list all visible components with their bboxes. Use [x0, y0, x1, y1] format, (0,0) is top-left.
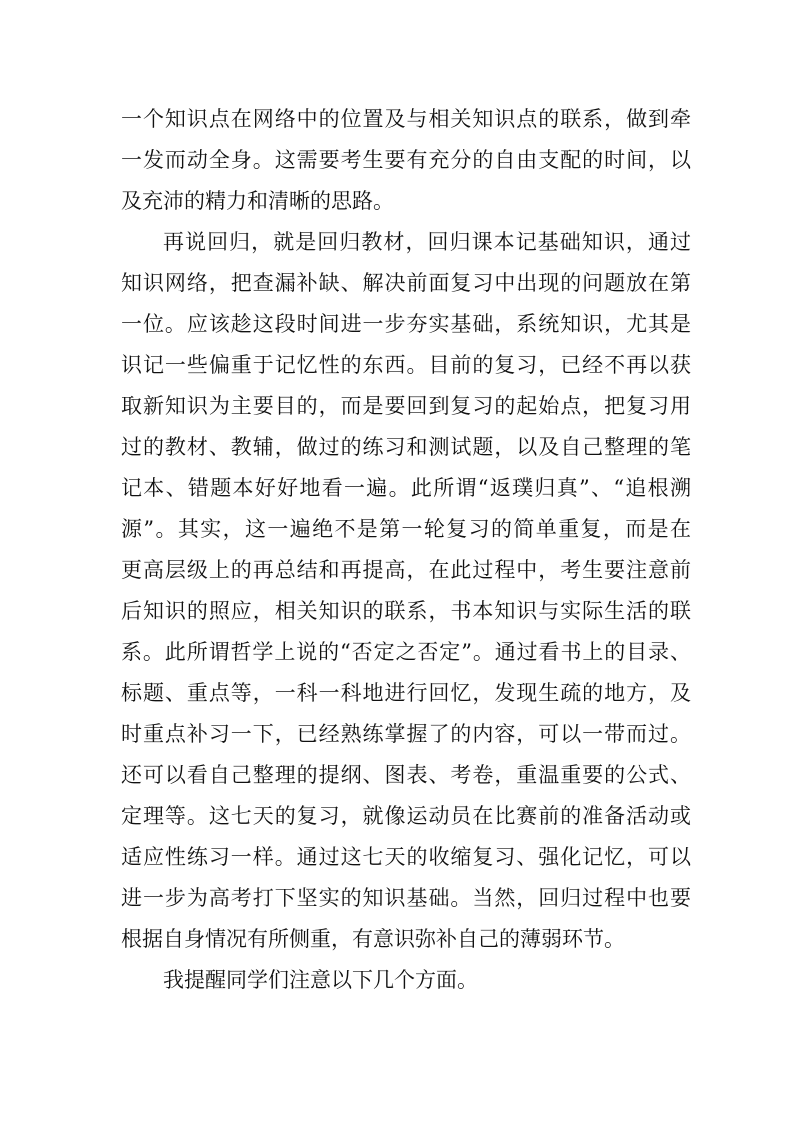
text-line: 系。此所谓哲学上说的“否定之否定”。通过看书上的目录、	[121, 640, 691, 664]
text-line: 一个知识点在网络中的位置及与相关知识点的联系，做到牵	[121, 107, 691, 131]
text-line: 更高层级上的再总结和再提高，在此过程中，考生要注意前	[121, 558, 691, 582]
text-line: 后知识的照应，相关知识的联系，书本知识与实际生活的联	[121, 599, 691, 623]
text-line: 过的教材、教辅，做过的练习和测试题，以及自己整理的笔	[121, 435, 691, 459]
text-line: 记本、错题本好好地看一遍。此所谓“返璞归真”、“追根溯	[121, 476, 691, 500]
paragraph-start-line: 我提醒同学们注意以下几个方面。	[163, 968, 478, 992]
text-line: 及充沛的精力和清晰的思路。	[121, 189, 394, 213]
text-line: 标题、重点等，一科一科地进行回忆，发现生疏的地方，及	[121, 681, 691, 705]
text-line: 源”。其实，这一遍绝不是第一轮复习的简单重复，而是在	[121, 517, 691, 541]
text-line: 定理等。这七天的复习，就像运动员在比赛前的准备活动或	[121, 804, 691, 828]
text-line: 还可以看自己整理的提纲、图表、考卷，重温重要的公式、	[121, 763, 691, 787]
paragraph-start-line: 再说回归，就是回归教材，回归课本记基础知识，通过	[163, 230, 691, 254]
text-line: 时重点补习一下，已经熟练掌握了的内容，可以一带而过。	[121, 722, 691, 746]
text-line: 知识网络，把查漏补缺、解决前面复习中出现的问题放在第	[121, 271, 691, 295]
text-line: 一位。应该趁这段时间进一步夯实基础，系统知识，尤其是	[121, 312, 691, 336]
text-line: 根据自身情况有所侧重，有意识弥补自己的薄弱环节。	[121, 927, 625, 951]
text-line: 识记一些偏重于记忆性的东西。目前的复习，已经不再以获	[121, 353, 691, 377]
text-line: 适应性练习一样。通过这七天的收缩复习、强化记忆，可以	[121, 845, 691, 869]
text-line: 进一步为高考打下坚实的知识基础。当然，回归过程中也要	[121, 886, 691, 910]
text-line: 一发而动全身。这需要考生要有充分的自由支配的时间，以	[121, 148, 691, 172]
text-line: 取新知识为主要目的，而是要回到复习的起始点，把复习用	[121, 394, 691, 418]
